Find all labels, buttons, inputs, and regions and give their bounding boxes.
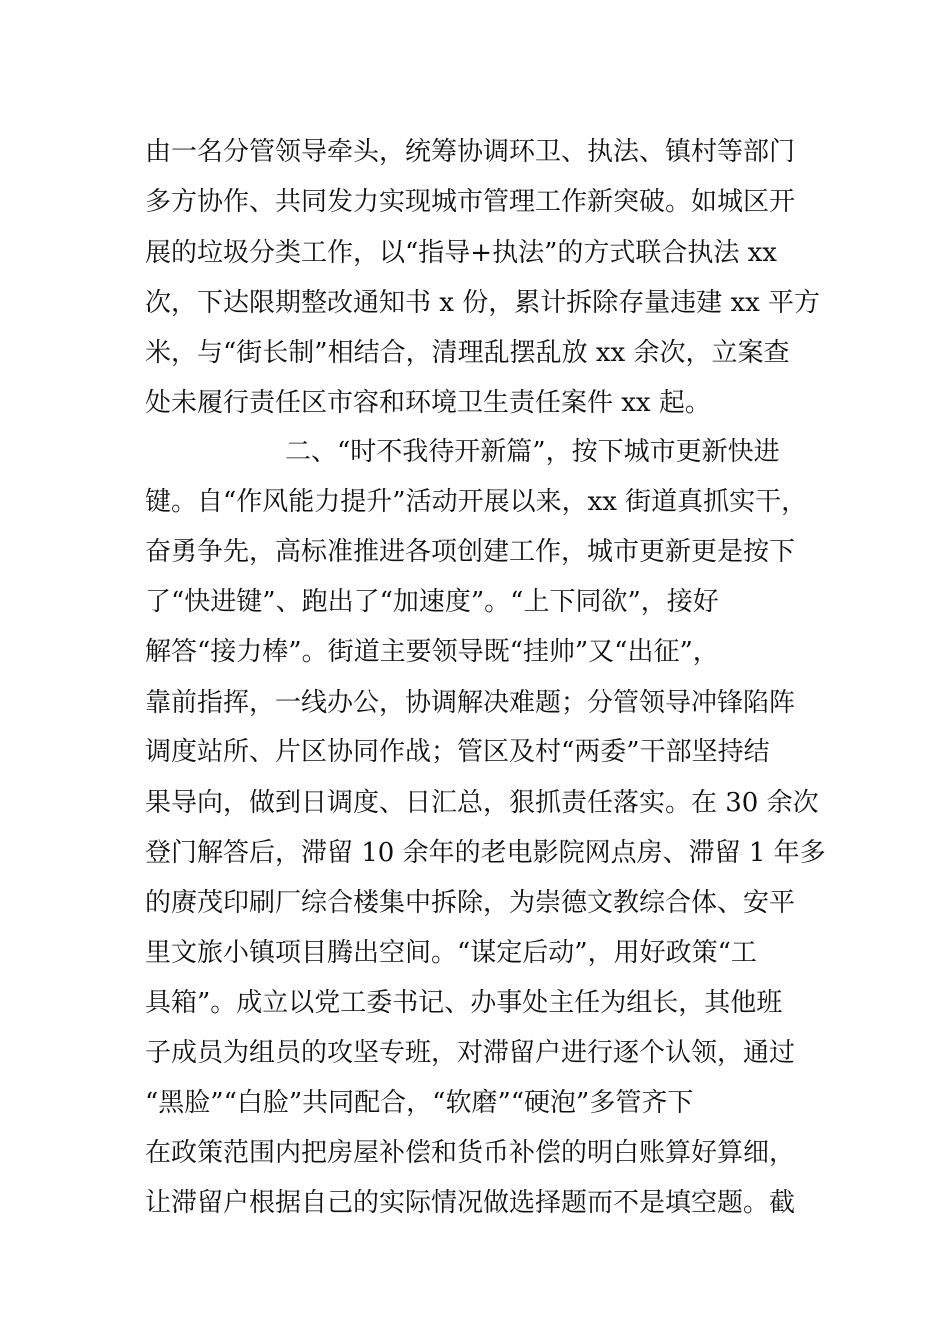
section-heading-line: 二、“时不我待开新篇”，按下城市更新快进 <box>285 437 780 467</box>
text-line: 米，与“街长制”相结合，清理乱摆乱放 xx 余次，立案查 <box>145 338 790 368</box>
text-line: 让滞留户根据自己的实际情况做选择题而不是填空题。截 <box>145 1188 796 1218</box>
text-line: 里文旅小镇项目腾出空间。“谋定后动”，用好政策“工 <box>145 938 757 968</box>
text-line: 解答“接力棒”。街道主要领导既“挂帅”又“出征”， <box>145 637 719 667</box>
text-line: 了“快进键”、跑出了“加速度”。“上下同欲”，接好 <box>145 587 719 617</box>
text-line: 奋勇争先，高标准推进各项创建工作，城市更新更是按下 <box>145 537 796 567</box>
text-line: 登门解答后，滞留 10 余年的老电影院网点房、滞留 1 年多 <box>145 838 826 868</box>
text-line: 由一名分管领导牵头，统筹协调环卫、执法、镇村等部门 <box>145 137 796 167</box>
text-line: “黑脸”“白脸”共同配合，“软磨”“硬泡”多管齐下 <box>145 1088 694 1118</box>
text-line: 子成员为组员的攻坚专班，对滞留户进行逐个认领，通过 <box>145 1038 796 1068</box>
text-line: 次，下达限期整改通知书 x 份，累计拆除存量违建 xx 平方 <box>145 288 821 318</box>
text-line: 具箱”。成立以党工委书记、办事处主任为组长，其他班 <box>145 988 783 1018</box>
text-line: 的赓茂印刷厂综合楼集中拆除，为崇德文教综合体、安平 <box>145 888 796 918</box>
text-line: 处未履行责任区市容和环境卫生责任案件 xx 起。 <box>145 388 711 418</box>
text-line: 果导向，做到日调度、日汇总，狠抓责任落实。在 30 余次 <box>145 788 819 818</box>
text-line: 展的垃圾分类工作，以“指导+执法”的方式联合执法 xx <box>145 238 777 268</box>
text-line: 在政策范围内把房屋补偿和货币补偿的明白账算好算细， <box>145 1138 796 1168</box>
text-line: 键。自“作风能力提升”活动开展以来，xx 街道真抓实干， <box>145 487 808 517</box>
text-line: 多方协作、共同发力实现城市管理工作新突破。如城区开 <box>145 187 796 217</box>
text-line: 靠前指挥，一线办公，协调解决难题；分管领导冲锋陷阵 <box>145 688 796 718</box>
text-line: 调度站所、片区协同作战；管区及村“两委”干部坚持结 <box>145 737 770 767</box>
